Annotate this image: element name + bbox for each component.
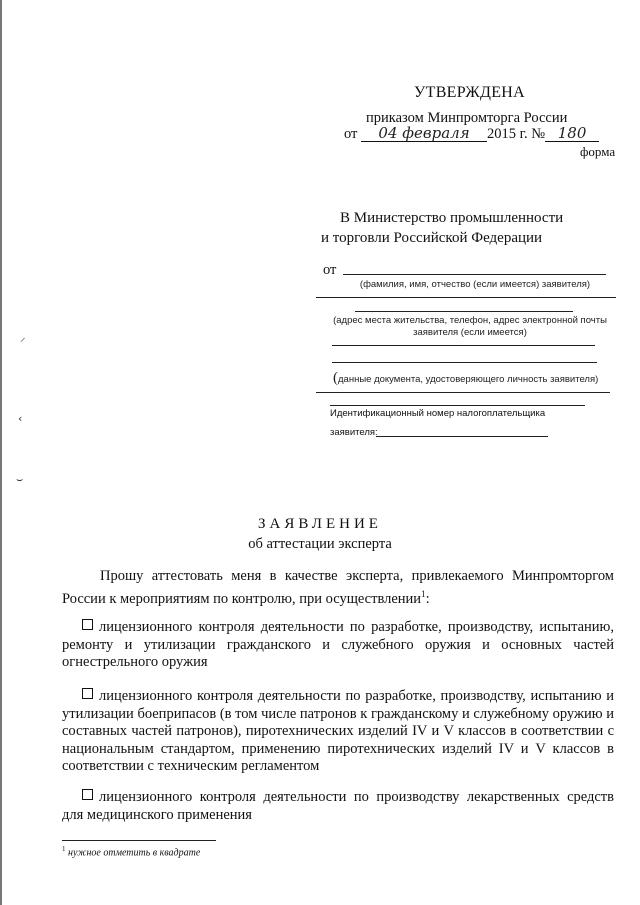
doc-field-line[interactable] — [332, 362, 597, 363]
footnote-text: нужное отметить в квадрате — [68, 847, 201, 859]
handwritten-date: 04 февраля — [361, 126, 487, 142]
addressee-line-2: и торговли Российской Федерации — [321, 230, 543, 246]
inn-field-line[interactable] — [376, 436, 548, 437]
address-caption — [320, 315, 620, 339]
margin-mark: ⌣ — [16, 473, 24, 486]
order-date-line — [344, 126, 599, 143]
option-text-firearms: лицензионного контроля деятельности по разработке, производству, испытанию, ремонту и утилизации гражданского и служебного оружия и основных частей огнестрельного оружия — [62, 619, 614, 670]
checkbox-ammunition[interactable] — [82, 688, 93, 699]
name-caption: (фамилия, имя, отчество (если имеется) заявителя) — [359, 279, 591, 290]
checkbox-medicines[interactable] — [82, 789, 93, 800]
statement-subtitle: об аттестации эксперта — [248, 536, 392, 552]
inn-label-1: Идентификационный номер налогоплательщика — [330, 408, 546, 419]
doc-caption-text: данные документа, удостоверяющего личность заявителя) — [338, 374, 599, 385]
intro-footnote-ref: 1 — [421, 588, 426, 599]
date-prefix: от — [344, 126, 358, 142]
footnote-separator — [62, 840, 216, 841]
statement-title: ЗАЯВЛЕНИЕ — [258, 516, 382, 532]
doc-caption — [333, 370, 598, 387]
intro-end: : — [425, 590, 430, 607]
inn-label-2: заявителя: — [330, 427, 378, 438]
margin-mark: ‹ — [18, 412, 23, 425]
from-label: от — [323, 262, 337, 278]
year-text: 2015 г. № — [487, 126, 546, 142]
option-ammunition — [62, 688, 614, 776]
doc-field-line-2[interactable] — [316, 392, 610, 393]
addressee-line-1: В Министерство промышленности — [340, 210, 564, 226]
doc-open-paren: ( — [333, 370, 338, 386]
intro-text: Прошу аттестовать меня в качестве эксперта, привлекаемого Минпромторгом России к мероприятиям по контролю, при осуществлении — [62, 568, 614, 607]
order-line: приказом Минпромторга России — [366, 110, 568, 126]
page-edge — [0, 0, 2, 905]
form-label: форма — [580, 144, 616, 159]
footnote-ref: 1 — [62, 845, 66, 853]
statement-intro — [62, 568, 614, 608]
approved-title: УТВЕРЖДЕНА — [414, 84, 526, 101]
address-field-line[interactable] — [355, 311, 573, 312]
option-text-medicines: лицензионного контроля деятельности по производству лекарственных средств для медицинского применения — [62, 789, 614, 823]
name-field-line[interactable] — [343, 274, 606, 275]
address-caption-1: (адрес места жительства, телефон, адрес электронной почты — [333, 315, 607, 326]
handwritten-number: 180 — [545, 126, 599, 142]
option-text-ammunition: лицензионного контроля деятельности по разработке, производству, испытанию и утилизации боеприпасов (в том числе патронов к гражданскому и служебному оружию и составных частей патронов), пиротехнических изделий IV и V классов в соответствии с национальным стандартом, применению пиротехнических изделий IV и V классов в соответствии с техническим регламентом — [62, 688, 614, 774]
name-field-line-2[interactable] — [316, 297, 616, 298]
addressee-block — [321, 208, 564, 248]
address-field-line-2[interactable] — [332, 345, 595, 346]
footnote — [62, 845, 200, 858]
option-firearms — [62, 619, 614, 672]
margin-mark: ⸝ — [20, 331, 26, 344]
option-medicines — [62, 789, 614, 824]
checkbox-firearms[interactable] — [82, 619, 93, 630]
address-caption-2: заявителя (если имеется) — [413, 327, 527, 338]
inn-upper-line[interactable] — [330, 405, 585, 406]
